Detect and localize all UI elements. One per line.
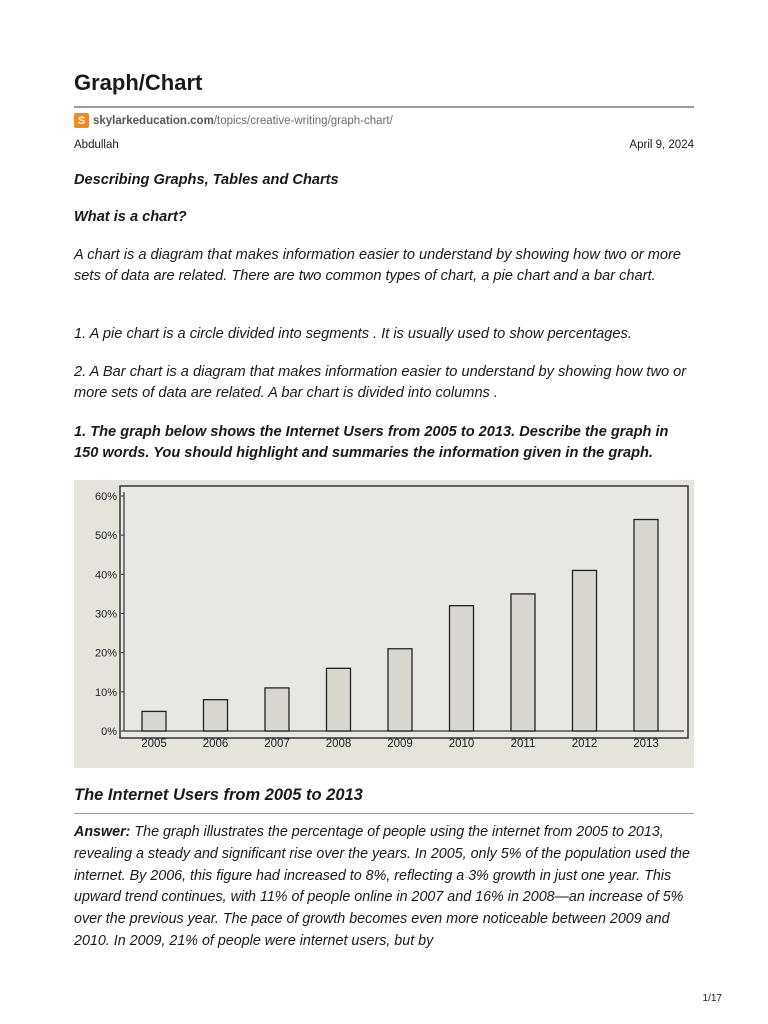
source-path: /topics/creative-writing/graph-chart/: [213, 114, 393, 127]
caption-divider: [74, 813, 694, 814]
bar-chart-image: [74, 480, 694, 768]
answer-text: The graph illustrates the percentage of people using the internet from 2005 to 2013, revealing a steady and significant rise over the years. In 2005, only 5% of the population used the internet. By 2006, this figure had increased to 8%, reflecting a 3% growth in just one year. This upward trend continues, with 11% of people online in 2007 and 16% in 2008—an increase of 5% over the previous year. The pace of growth becomes even more noticeable between 2009 and 2010. In 2009, 21% of people were internet users, but by: [74, 824, 690, 949]
y-tick-label: 10%: [94, 686, 117, 699]
author: Abdullah: [74, 139, 119, 151]
x-tick-label: 2008: [325, 738, 352, 750]
meta-row: [74, 139, 694, 151]
bar-2005: [142, 711, 166, 731]
y-tick-label: 0%: [101, 726, 117, 738]
bar-chart-paragraph: 2. A Bar chart is a diagram that makes information easier to understand by showing how two or more sets of data are related. A bar chart is divided into columns .: [74, 364, 687, 401]
task-prompt: 1. The graph below shows the Internet Users from 2005 to 2013. Describe the graph in 150 words. You should highlight and summaries the information given in the graph.: [74, 424, 669, 461]
bar-2013: [634, 520, 658, 732]
answer-label: Answer:: [74, 824, 131, 840]
publish-date: April 9, 2024: [629, 139, 694, 151]
chart-definition-paragraph: A chart is a diagram that makes information easier to understand by showing how two or more sets of data are related. There are two common types of chart, a pie chart and a bar chart.: [74, 247, 682, 284]
section-heading: Describing Graphs, Tables and Charts: [74, 172, 339, 188]
answer-paragraph: [74, 822, 694, 953]
x-tick-label: 2005: [141, 738, 167, 750]
x-tick-label: 2006: [202, 738, 229, 750]
bar-2006: [204, 700, 228, 731]
bar-2008: [327, 668, 351, 731]
x-tick-label: 2009: [387, 738, 413, 750]
source-link[interactable]: [93, 115, 393, 127]
y-tick-label: 60%: [94, 491, 117, 503]
page-title: Graph/Chart: [74, 70, 203, 95]
y-tick-label: 20%: [94, 647, 117, 660]
source-domain: skylarkeducation.com: [93, 114, 214, 127]
bar-2009: [388, 649, 412, 731]
bar-2011: [511, 594, 535, 731]
y-tick-label: 30%: [94, 608, 117, 621]
x-tick-label: 2012: [571, 738, 598, 750]
bar-2007: [265, 688, 289, 731]
site-logo-icon: S: [74, 113, 89, 128]
x-tick-label: 2011: [510, 738, 536, 750]
y-tick-label: 40%: [94, 569, 117, 582]
x-tick-label: 2007: [264, 738, 290, 750]
pie-chart-paragraph: 1. A pie chart is a circle divided into segments . It is usually used to show percentages.: [74, 326, 632, 342]
x-tick-label: 2013: [633, 738, 659, 750]
question-heading: What is a chart?: [74, 209, 187, 225]
bar-2010: [450, 606, 474, 731]
title-divider: [74, 106, 694, 108]
page-number: 1/17: [702, 993, 722, 1004]
x-tick-label: 2010: [448, 738, 475, 750]
bar-chart: [74, 480, 694, 768]
chart-caption: The Internet Users from 2005 to 2013: [74, 786, 363, 804]
source-line: [74, 113, 393, 128]
y-tick-label: 50%: [94, 530, 117, 543]
bar-2012: [573, 570, 597, 731]
